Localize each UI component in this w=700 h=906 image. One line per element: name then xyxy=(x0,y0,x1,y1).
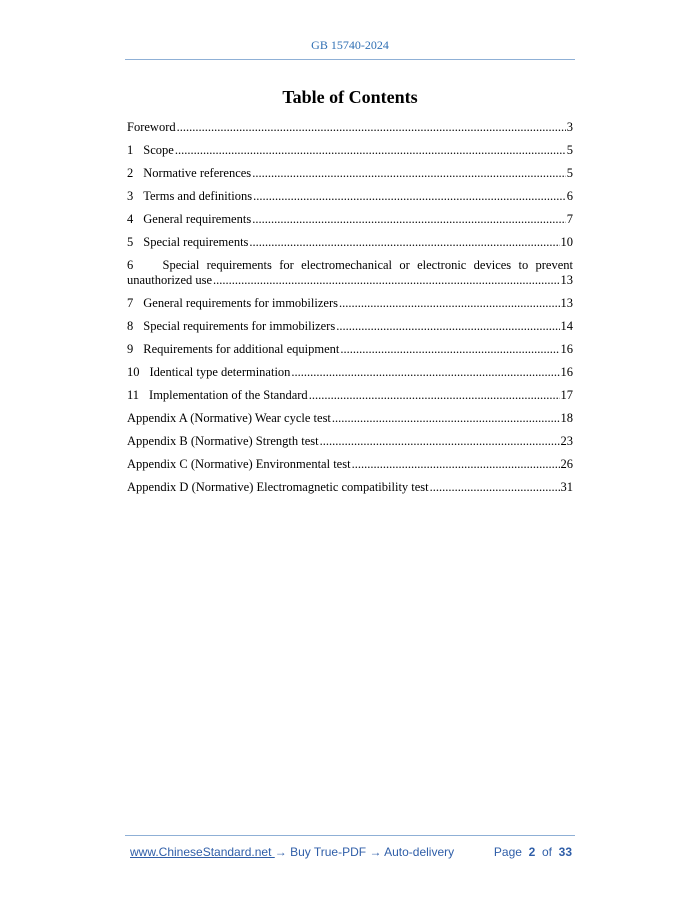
footer-promo-text: → Buy True-PDF → Auto-delivery xyxy=(274,845,455,859)
toc-entry-number: 4 xyxy=(127,212,134,226)
toc-entry-title: Appendix D (Normative) Electromagnetic compatibility test xyxy=(127,480,429,494)
toc-leader xyxy=(249,235,559,250)
footer-promo xyxy=(130,845,454,859)
toc-entry-title: Appendix B (Normative) Strength test xyxy=(127,434,319,448)
toc-leader xyxy=(177,120,566,135)
toc-leader xyxy=(320,434,560,449)
toc-entry-number: 1 xyxy=(127,143,134,157)
toc-leader xyxy=(291,365,559,380)
toc-entry-page: 3 xyxy=(566,120,573,134)
toc-entry[interactable] xyxy=(127,166,573,181)
toc-entry-number: 10 xyxy=(127,365,140,379)
toc-entry[interactable] xyxy=(127,143,573,158)
footer-divider xyxy=(125,835,575,836)
page-label: Page xyxy=(493,845,522,859)
toc-entry-page: 16 xyxy=(560,342,573,356)
toc-entry-line1 xyxy=(127,258,573,273)
toc-entry-number: 8 xyxy=(127,319,134,333)
toc-entry[interactable] xyxy=(127,235,573,250)
page-current: 2 xyxy=(528,845,536,859)
toc-entry-number: 2 xyxy=(127,166,134,180)
toc-entry-title: General requirements for immobilizers xyxy=(143,296,338,310)
toc-leader xyxy=(253,189,566,204)
toc-entry-title: Appendix C (Normative) Environmental test xyxy=(127,457,351,471)
toc-entry-title: Identical type determination xyxy=(149,365,291,379)
toc-entry-page: 17 xyxy=(560,388,573,402)
toc-entry[interactable] xyxy=(127,365,573,380)
toc-entry-title: Special requirements for electromechanical or electronic devices to prevent xyxy=(162,258,573,272)
toc-entry-title: Foreword xyxy=(127,120,176,134)
toc-entry[interactable] xyxy=(127,457,573,472)
toc-leader xyxy=(309,388,560,403)
toc-entry-number: 7 xyxy=(127,296,134,310)
toc-entry-number: 9 xyxy=(127,342,134,356)
toc-entry[interactable] xyxy=(127,434,573,449)
toc-entry[interactable] xyxy=(127,411,573,426)
toc-entry[interactable] xyxy=(127,120,573,135)
toc-entry-page: 6 xyxy=(566,189,573,203)
toc-entry-page: 14 xyxy=(560,319,573,333)
toc-leader xyxy=(252,212,566,227)
toc-entry-title: Appendix A (Normative) Wear cycle test xyxy=(127,411,331,425)
toc-leader xyxy=(332,411,560,426)
toc-entry-page: 18 xyxy=(560,411,573,425)
toc-entry-title: Scope xyxy=(143,143,174,157)
toc-entry-page: 16 xyxy=(560,365,573,379)
running-header: GB 15740-2024 xyxy=(311,38,389,52)
toc-leader xyxy=(175,143,566,158)
toc-entry[interactable] xyxy=(127,388,573,403)
toc-title: Table of Contents xyxy=(282,87,418,107)
website-link[interactable]: www.ChineseStandard.net xyxy=(130,845,275,859)
toc-entry-title: Special requirements xyxy=(143,235,249,249)
toc-entry-page: 23 xyxy=(560,434,573,448)
toc-entry-number: 11 xyxy=(127,388,140,402)
toc-entry-title: Terms and definitions xyxy=(143,189,253,203)
toc-entry-page: 26 xyxy=(560,457,573,471)
toc-entry[interactable] xyxy=(127,258,573,288)
toc-entry-title-continued: unauthorized use xyxy=(127,273,213,287)
toc-entry[interactable] xyxy=(127,319,573,334)
toc-entry[interactable] xyxy=(127,480,573,495)
toc-entry[interactable] xyxy=(127,342,573,357)
toc-entry-page: 5 xyxy=(566,166,573,180)
page-total: 33 xyxy=(558,845,572,859)
toc-entry[interactable] xyxy=(127,189,573,204)
toc-entry-page: 10 xyxy=(560,235,573,249)
toc-leader xyxy=(252,166,566,181)
toc-entry-title: Requirements for additional equipment xyxy=(143,342,340,356)
toc-leader xyxy=(340,342,559,357)
toc-leader xyxy=(352,457,560,472)
toc-entry-page: 13 xyxy=(560,296,573,310)
toc-leader xyxy=(336,319,559,334)
toc-entry[interactable] xyxy=(127,296,573,311)
toc-entry-number: 3 xyxy=(127,189,134,203)
header-divider xyxy=(125,59,575,60)
toc-entry-page: 31 xyxy=(560,480,573,494)
toc-entry-title: General requirements xyxy=(143,212,252,226)
toc-entry-title: Special requirements for immobilizers xyxy=(143,319,336,333)
toc-entry-number: 6 xyxy=(127,258,134,272)
toc-entry-title: Implementation of the Standard xyxy=(149,388,308,402)
toc-list xyxy=(127,120,573,503)
toc-entry-number: 5 xyxy=(127,235,134,249)
page-indicator xyxy=(494,845,572,859)
toc-leader xyxy=(213,273,559,288)
toc-leader xyxy=(430,480,560,495)
toc-leader xyxy=(339,296,560,311)
page-of: of xyxy=(541,845,552,859)
page-footer xyxy=(130,845,572,859)
toc-entry-page: 7 xyxy=(566,212,573,226)
toc-entry-page: 5 xyxy=(566,143,573,157)
toc-entry-page: 13 xyxy=(560,273,573,287)
toc-entry[interactable] xyxy=(127,212,573,227)
toc-entry-line2 xyxy=(127,273,573,288)
toc-entry-title: Normative references xyxy=(143,166,252,180)
